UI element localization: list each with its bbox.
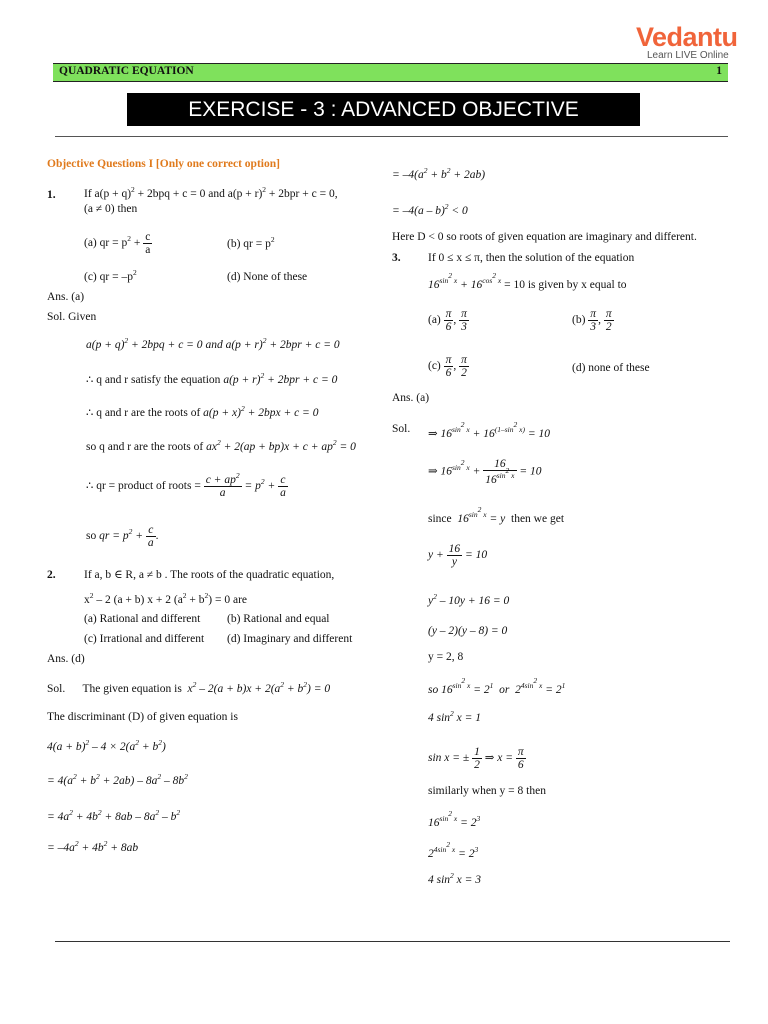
q1-option-a: (a) qr = $p^2$ + $\frac{c}{a}$ bbox=[84, 231, 151, 256]
q2-step-4: = $-4a^2 + 4b^2 + 8ab$ bbox=[47, 839, 139, 854]
q1-line-satisfy: ∴ q and r satisfy the equation $a(p + r)^2 + 2bpr + c = 0$ bbox=[86, 371, 338, 386]
q2-option-c: (c) Irrational and different bbox=[84, 633, 205, 645]
q1-line-roots: ∴ q and r are the roots of $a(p + x)^2 + 2bpx + c = 0$ bbox=[86, 404, 319, 419]
exercise-title: EXERCISE - 3 : ADVANCED OBJECTIVE QUESTIONS bbox=[127, 93, 640, 126]
q1-option-c: (c) qr = $-p^2$ bbox=[84, 268, 137, 283]
q1-number: 1. bbox=[47, 189, 56, 201]
q2-equation: $x^2 - 2$ (a + b) x + 2 $(a^2 + b^2) = 0$ are bbox=[84, 591, 248, 606]
q1-answer: Ans. (a) bbox=[47, 291, 85, 303]
q3-equation: $16^{sin^2 x} + 16^{cos^2 x} = 10$ is given by x equal to bbox=[428, 271, 627, 291]
q2-stem: If a, b ∈ R, a ≠ b . The roots of the quadratic equation, bbox=[84, 569, 335, 581]
q1-line-product: ∴ qr = product of roots = $\frac{c + ap^2}{a}$ = $p^2$ + $\frac{c}{a}$ bbox=[86, 471, 286, 499]
q3-option-d: (d) none of these bbox=[572, 362, 650, 374]
q1-eq-given: $a(p + q)^2 + 2bpq + c = 0$ and $a(p + r)^2 + 2bpr + c = 0$ bbox=[86, 336, 340, 351]
q3-step-5: (y – 2)(y – 8) = 0 bbox=[428, 625, 508, 637]
q2-step-2: = $4(a^2 + b^2 + 2ab) - 8a^2 - 8b^2$ bbox=[47, 772, 188, 787]
q2-answer: Ans. (d) bbox=[47, 653, 85, 665]
q1-solution-label: Sol. Given bbox=[47, 311, 97, 323]
q3-option-b: (b) $\frac{\pi}{3}$ , $\frac{\pi}{2}$ bbox=[572, 308, 612, 333]
q3-step-7: 4 $\sin^2 x = 1$ bbox=[428, 709, 482, 724]
q2-option-d: (d) Imaginary and different bbox=[227, 633, 353, 645]
q3-option-c: (c) $\frac{\pi}{6}$ , $\frac{\pi}{2}$ bbox=[428, 354, 467, 379]
q1-stem: If $a(p + q)^2 + 2bpq + c = 0$ and $a(p + r)^2 + 2bpr + c = 0$, bbox=[84, 185, 338, 200]
q3-step-4: $y^2 - 10y + 16 = 0$ bbox=[428, 592, 510, 607]
q2-solution: Sol. The given equation is $x^2 - 2(a + b)x + 2(a^2 + b^2) = 0$ bbox=[47, 680, 331, 695]
page-number: 1 bbox=[716, 65, 722, 77]
chapter-band bbox=[53, 63, 728, 82]
q1-line-result: so qr = $p^2$ + $\frac{c}{a}$ . bbox=[86, 524, 159, 549]
q3-step-8: sin x = ± $\frac{1}{2}$ ⇒ x = $\frac{\pi}{6}$ bbox=[428, 746, 524, 771]
chapter-title: QUADRATIC EQUATION bbox=[59, 65, 194, 77]
q3-stem: If 0 ≤ x ≤ π, then the solution of the equation bbox=[428, 252, 635, 264]
q3-option-a: (a) $\frac{\pi}{6}$ , $\frac{\pi}{3}$ bbox=[428, 308, 467, 333]
q3-solution-label: Sol. bbox=[392, 423, 411, 435]
q1-line-quadratic: so q and r are the roots of $ax^2 + 2(ap + bp)x + c + ap^2 = 0$ bbox=[86, 438, 356, 453]
q2-step-6: = –4(a – b)$^2$ < 0 bbox=[392, 202, 468, 217]
q3-answer: Ans. (a) bbox=[392, 392, 430, 404]
q2-discriminant-label: The discriminant (D) of given equation is bbox=[47, 711, 238, 723]
logo-name: Vedantu bbox=[636, 22, 738, 52]
q1-condition: (a ≠ 0) then bbox=[84, 203, 138, 215]
q2-number: 2. bbox=[47, 569, 56, 581]
q2-step-1: $4(a + b)^2 - 4 \times 2(a^2 + b^2)$ bbox=[47, 738, 166, 753]
q3-step-6: so $16^{sin^2 x} = 2^1$ or $2^{4sin^2 x} = 2^1$ bbox=[428, 676, 566, 696]
q3-number: 3. bbox=[392, 252, 401, 264]
q3-similarly: similarly when y = 8 then bbox=[428, 785, 546, 797]
q3-step-10: $2^{4sin^2 x} = 2^3$ bbox=[428, 840, 479, 860]
bottom-divider bbox=[55, 941, 730, 942]
top-divider bbox=[55, 136, 728, 137]
q3-substitution: since $16^{sin^2 x} = y$ then we get bbox=[428, 505, 565, 525]
q2-option-b: (b) Rational and equal bbox=[227, 613, 330, 625]
vedantu-logo bbox=[636, 24, 738, 62]
q2-step-5: = $-4(a^2 + b^2 + 2ab)$ bbox=[392, 166, 486, 181]
q3-step-2: ⇒ $16^{sin^2 x}$ + $\frac{16}{16^{sin^2 x}}$ = 10 bbox=[428, 457, 542, 486]
q3-step-1: ⇒ $16^{sin^2 x} + 16^{(1-sin^2 x)} = 10$ bbox=[428, 420, 550, 440]
q2-option-a: (a) Rational and different bbox=[84, 613, 201, 625]
q1-option-d: (d) None of these bbox=[227, 271, 308, 283]
q3-step-11: 4 $\sin^2 x = 3$ bbox=[428, 871, 482, 886]
q3-step-3: y + $\frac{16}{y}$ = 10 bbox=[428, 543, 488, 568]
q1-option-b: (b) qr = $p^2$ bbox=[227, 235, 275, 250]
q3-y-values: y = 2, 8 bbox=[428, 651, 464, 663]
section-heading: Objective Questions I [Only one correct option] bbox=[47, 158, 280, 170]
q2-step-3: = $4a^2 + 4b^2 + 8ab - 8a^2 - b^2$ bbox=[47, 808, 181, 823]
q3-step-9: $16^{sin^2 x} = 2^3$ bbox=[428, 809, 481, 829]
q2-conclusion: Here D < 0 so roots of given equation are imaginary and different. bbox=[392, 231, 697, 243]
logo-tagline: Learn LIVE Online bbox=[647, 50, 729, 61]
